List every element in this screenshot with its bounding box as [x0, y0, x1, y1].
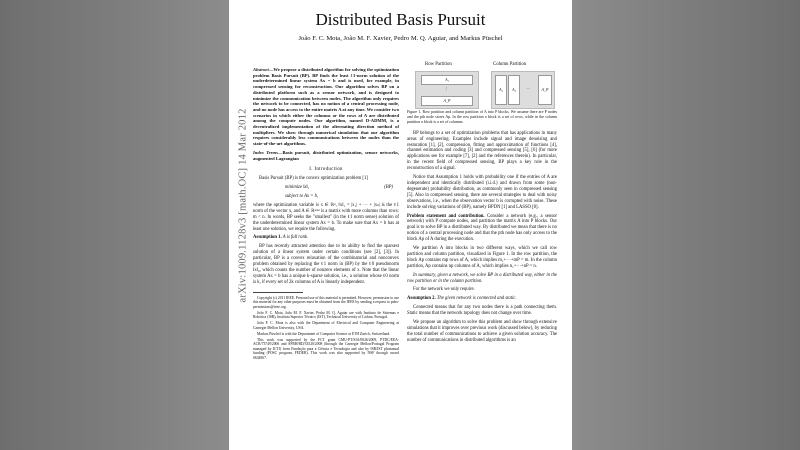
viewer-right-margin	[572, 0, 800, 450]
column-block-ellipsis: ···	[526, 86, 530, 91]
intro-paragraph-3: BP has recently attracted attention due to its ability to find the sparsest solution of a linear system under certain conditions (see [2], [3]). In particular, BP is a convex relaxation of the combinatorial and nonconvex problem obtained by replacing the ℓ1 norm in (BP) by the ℓ0 pseudonorm ‖x‖₀, which counts the number of nonzero elements of x. Note that the linear system Ax = b has a unique k-sparse solution, i.e., a solution whose ℓ0 norm is k, if every set of 2k columns of A is linearly independent.	[253, 244, 399, 285]
assumption-2	[407, 296, 557, 302]
figure-1	[407, 62, 557, 108]
index-terms-text: —Basis pursuit, distributed optimization, sensor networks, augmented Lagrangian	[253, 149, 399, 161]
row-block-ellipsis: ⋮	[444, 86, 448, 91]
footnote-divider	[253, 292, 303, 293]
row-block-p: A_P	[421, 96, 473, 106]
footnote-funding: This work was supported by the FCT grant CMU-PT/SIA/0026/2009, PTDC/EEA-ACR/73749/2006 and SFRH/BD/33520/2008 (through the Carnegie Mellon/Portugal Program managed by ICTI) from Fundação para a Ciência e Tecnologia and also by ISR/IST plurianual funding (POSC program, FEDER). This work was also supported by NSF through award 0634967.	[253, 337, 399, 360]
problem-statement-heading: Problem statement and contribution.	[407, 213, 485, 219]
footnote-affiliation-3: Markus Püschel is with the Department of Computer Science at ETH Zurich, Switzerland.	[257, 331, 391, 336]
abstract	[253, 67, 399, 147]
section-heading-introduction: I. Introduction	[309, 167, 343, 173]
index-terms	[253, 150, 399, 161]
figure-row-partition-label: Row Partition	[425, 62, 452, 67]
figure-1-caption: Figure 1. Row partition and column partition of A into P blocks. We assume there are P nodes and the pth node stores Ap. In the row partition a block is a set of rows, while in the column partition a block is a set of columns.	[407, 110, 557, 124]
footnotes	[253, 296, 399, 361]
intro-paragraph-1: Basis Pursuit (BP) is the convex optimization problem [1]	[259, 176, 368, 182]
row-block-1: A₁	[421, 75, 473, 85]
paper-page	[229, 0, 572, 450]
right-paragraph-6: For the network we only require.	[413, 287, 475, 293]
assumption-1	[253, 235, 399, 241]
problem-statement	[407, 214, 557, 244]
column-block-p: A_P	[538, 75, 552, 105]
problem-statement-text: Consider a network (e.g., a sensor network) with P compute nodes, and partition the matrix A into P blocks. Our goal is to solve BP in a distributed way. By distributed we mean that there is no notion of a central processing node and that the pth node has only access to the block Ap of A during the execution.	[407, 213, 557, 243]
column-block-1: A₁	[495, 75, 507, 105]
right-column	[407, 62, 557, 347]
column-partition-matrix	[491, 71, 555, 109]
right-paragraph-8: We propose an algorithm to solve this problem and show through extensive simulations that it improves over previous work (discussed below), by reducing the total number of communications to achieve a given solution accuracy. The number of communications in distributed algorithms is an	[407, 320, 557, 343]
abstract-text: —We propose a distributed algorithm for solving the optimization problem Basis Pursuit (BP). BP finds the least ℓ1-norm solution of the underdetermined linear system Ax = b and is used, for example, in compressed sensing for reconstruction. Our algorithm solves BP on a distributed platform such as a sensor network, and is designed to minimize the communication between nodes. The algorithm only requires the network to be connected, has no notion of a central processing node, and no node has access to the entire matrix A at any time. We consider two scenarios in which either the columns or the rows of A are distributed among the compute nodes. Our algorithm, named D-ADMM, is a decentralized implementation of the alternating direction method of multipliers. We show through numerical simulation that our algorithm requires considerably less communications between the nodes than the state-of-the-art algorithms.	[253, 67, 399, 147]
right-paragraph-5: In summary, given a network, we solve BP in a distributed way, either in the row partition or in the column partition.	[407, 272, 557, 284]
arxiv-stamp: arXiv:1009.1128v3 [math.OC] 14 Mar 2012	[237, 108, 249, 303]
left-column	[253, 67, 399, 362]
assumption-2-label: Assumption 2.	[407, 296, 436, 302]
equation-tag: (BP)	[384, 185, 393, 191]
figure-column-partition-label: Column Partition	[493, 62, 527, 67]
index-terms-label: Index Terms	[253, 149, 278, 155]
row-partition-matrix	[415, 71, 479, 109]
equation-constraint: subject to Ax = b,	[285, 193, 319, 199]
right-paragraph-1: BP belongs to a set of optimization problems that has applications in many areas of engineering. Examples include signal and image denoising and restoration [1], [2], compression, fitting and approximation of functions [4], channel estimation and coding [3] and compressed sensing [5], [6] (for more applications see for example [7], [2] and the references therein). In particular, in the recent field of compressed sensing, BP plays a key role in the reconstruction of a signal.	[407, 130, 557, 172]
paper-authors: João F. C. Mota, João M. F. Xavier, Pedro M. Q. Aguiar, and Markus Püschel	[298, 35, 503, 42]
assumption-1-text: A is full rank.	[281, 235, 309, 241]
footnote-affiliation-2: João F. C. Mota is also with the Department of Electrical and Computer Engineering at Carnegie Mellon University, USA.	[253, 321, 399, 330]
assumption-1-label: Assumption 1.	[253, 235, 282, 241]
right-paragraph-4: We partition A into blocks in two different ways, which we call row partition and column partition, visualized in Figure 1. In the row partition, the block Ap contains mp rows of A, which implies m₁+···+mP = m. In the column partition, Ap contains np columns of A, which implies n₁+···+nP = n.	[407, 246, 557, 269]
right-paragraph-7: Connected means that for any two nodes there is a path connecting them. Static means that the network topology does not change over time.	[407, 305, 557, 317]
right-paragraph-2: Notice that Assumption 1 holds with probability one if the entries of A are independent and identically distributed (i.i.d.) and drawn from some (non-degenerate) probability distribution, as commonly seen in compressed sensing [5]. Also in compressed sensing, there are several strategies to deal with noisy observations, i.e., when the observation vector b is corrupted with noise. These include solving variations of (BP), namely BPDN [1] and LASSO [8].	[407, 175, 557, 210]
intro-paragraph-2: where the optimization variable is x ∈ ℝⁿ, ‖x‖₁ = |x₁| + ··· + |xₙ| is the ℓ1 norm of the vector x, and A ∈ ℝᵐˣⁿ is a matrix with more columns than rows: m < n. In words, BP seeks the "smallest" (in the ℓ1 norm sense) solution of the underdetermined linear system Ax = b. To make sure that Ax = b has at least one solution, we require the following.	[253, 202, 399, 232]
viewer-left-margin	[0, 0, 229, 450]
equation-bp	[253, 185, 399, 191]
abstract-label: Abstract	[253, 67, 269, 72]
paper-title: Distributed Basis Pursuit	[315, 10, 486, 29]
column-block-2: A₂	[508, 75, 520, 105]
assumption-2-text: The given network is connected and static.	[435, 296, 517, 302]
equation-objective: minimize ‖x‖₁	[285, 185, 310, 191]
footnote-affiliation-1: João F. C. Mota, João M. F. Xavier, Pedro M. Q. Aguiar are with Instituto de Sistemas e Robótica (ISR), Instituto Superior Técnico (IST), Technical University of Lisbon, Portugal.	[253, 310, 399, 320]
footnote-copyright: Copyright (c) 2011 IEEE. Personal use of this material is permitted. However, permission to use this material for any other purposes must be obtained from the IEEE by sending a request to pubs-permissions@ieee.org.	[253, 295, 399, 309]
